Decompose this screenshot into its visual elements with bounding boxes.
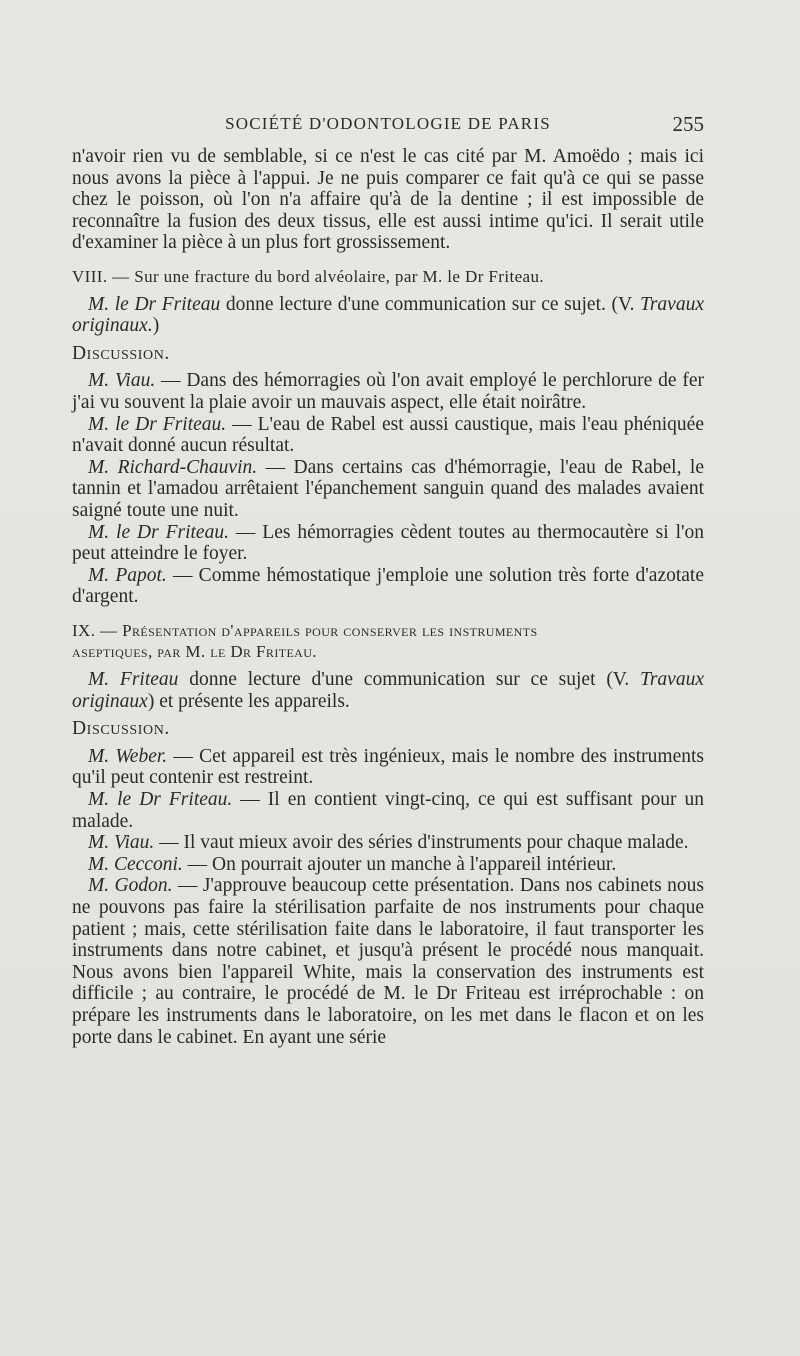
- discussion-item: M. le Dr Friteau. — L'eau de Rabel est aussi caustique, mais l'eau phéniquée n'avait donné aucun résultat.: [72, 413, 704, 457]
- speaker-name: M. Cecconi.: [88, 853, 183, 875]
- discussion-item: M. le Dr Friteau. — Les hémorragies cèdent toutes au thermocautère si l'on peut atteindre le foyer.: [72, 521, 705, 565]
- speaker-name: M. Friteau: [88, 669, 179, 691]
- speaker-name: M. Richard-Chauvin.: [88, 456, 258, 478]
- discussion-heading: Discussion.: [72, 718, 170, 740]
- discussion-item: M. Viau. — Dans des hémorragies où l'on avait employé le perchlorure de fer j'ai vu souvent la plaie avoir un mauvais aspect, elle était noirâtre.: [72, 370, 704, 413]
- speaker-name: M. Viau.: [88, 370, 156, 392]
- discussion-item: M. Richard-Chauvin. — Dans certains cas d'hémorragie, l'eau de Rabel, le tannin et l'amadou arrêtaient l'épanchement sanguin quand des malades avaient saigné toute une nuit.: [72, 456, 704, 521]
- speaker-name: M. Godon.: [88, 875, 173, 897]
- discussion-item: M. le Dr Friteau. — Il en contient vingt-cinq, ce qui est suffisant pour un malade.: [72, 789, 704, 832]
- speaker-name: M. Weber.: [88, 745, 168, 767]
- running-head: SOCIÉTÉ D'ODONTOLOGIE DE PARIS: [225, 114, 551, 133]
- page-number: 255: [672, 112, 704, 136]
- speaker-name: M. le Dr Friteau.: [88, 413, 227, 435]
- speaker-name: M. le Dr Friteau.: [88, 789, 233, 811]
- paragraph-sec8: M. le Dr Friteau donne lecture d'une communication sur ce sujet. (V. Travaux originaux.): [72, 293, 704, 337]
- speaker-name: M. Papot.: [88, 564, 167, 586]
- section-heading-viii: VIII. — Sur une fracture du bord alvéolaire, par M. le Dr Friteau.: [72, 266, 545, 286]
- paragraph-continuation: n'avoir rien vu de semblable, si ce n'est le cas cité par M. Amoëdo ; mais ici nous avons la pièce à l'appui. Je ne puis comparer ce fait qu'à ce qui se passe chez le poisson, où l'on n'a affaire qu'à de la dentine ; il est impossible de reconnaître la fusion des deux tissus, elle est aussi intime qu'ici. Il serait utile d'examiner la pièce à un plus fort grossissement.: [72, 146, 704, 254]
- discussion-item: M. Papot. — Comme hémostatique j'emploie une solution très forte d'azotate d'argent.: [72, 564, 704, 608]
- page-header: [72, 112, 704, 140]
- reference: Travaux originaux.: [72, 293, 704, 337]
- speaker-name: M. Viau.: [88, 832, 155, 854]
- discussion-heading: Discussion.: [72, 342, 170, 364]
- discussion-item: M. Weber. — Cet appareil est très ingénieux, mais le nombre des instruments qu'il peut contenir est restreint.: [72, 745, 704, 789]
- section-heading-ix-line2: aseptiques, par M. le Dr Friteau.: [72, 642, 317, 662]
- discussion-item: M. Viau. — Il vaut mieux avoir des séries d'instruments pour chaque malade.: [88, 832, 689, 854]
- discussion-item: M. Godon. — J'approuve beaucoup cette présentation. Dans nos cabinets nous ne pouvons pas faire la stérilisation parfaite de nos instruments pour chaque patient ; mais, cette stérilisation faite dans le laboratoire, il faut transporter les instruments dans notre cabinet, et jusqu'à présent le procédé nous manquait. Nous avons bien l'appareil White, mais la conservation des instruments est difficile ; au contraire, le procédé de M. le Dr Friteau est irréprochable : on prépare les instruments dans le laboratoire, on les met dans le flacon et on les porte dans le cabinet. En ayant une série: [72, 875, 704, 1048]
- section-heading-ix-line1: IX. — Présentation d'appareils pour conserver les instruments: [72, 620, 538, 640]
- speaker-name: M. le Dr Friteau.: [88, 521, 229, 543]
- discussion-item: M. Cecconi. — On pourrait ajouter un manche à l'appareil intérieur.: [88, 853, 617, 875]
- reference: Travaux originaux: [72, 669, 704, 712]
- body-text: [72, 146, 704, 1048]
- speaker-name: M. le Dr Friteau: [88, 293, 221, 315]
- paragraph-sec9: M. Friteau donne lecture d'une communication sur ce sujet (V. Travaux originaux) et présente les appareils.: [72, 669, 704, 712]
